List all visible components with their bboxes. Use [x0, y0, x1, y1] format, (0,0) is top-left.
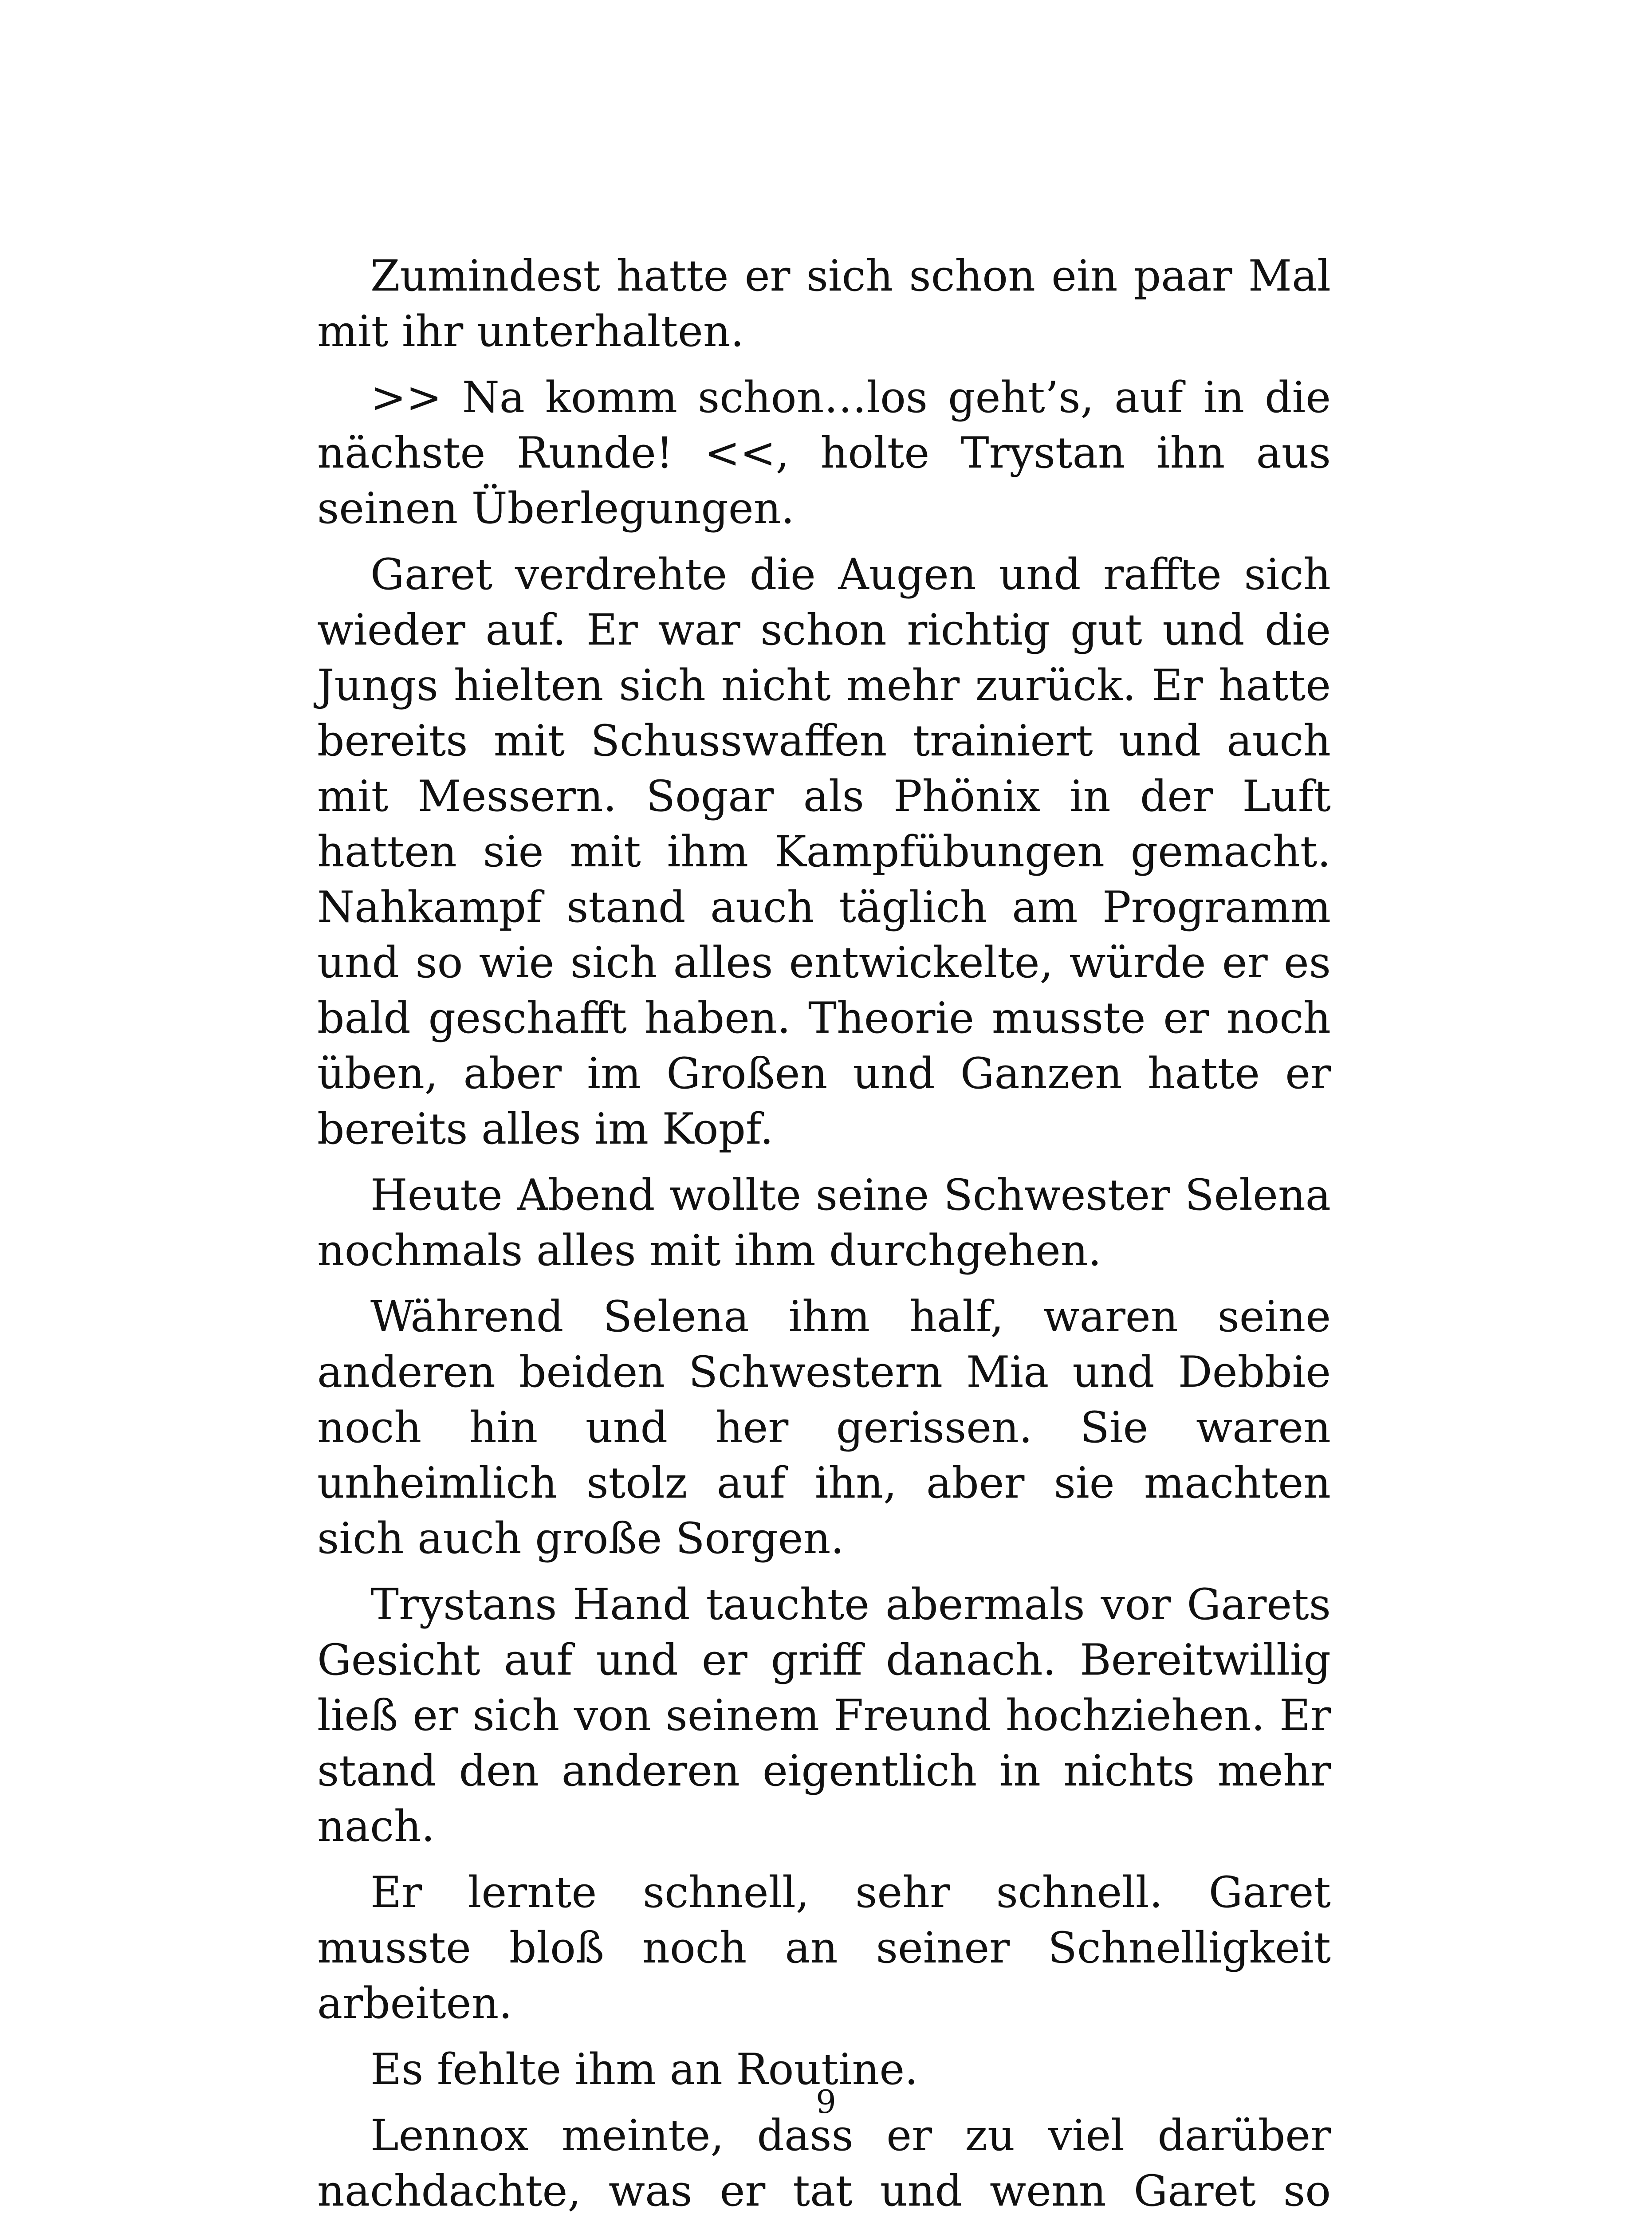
paragraph: Zumindest hatte er sich schon ein paar Mal mit ihr unterhalten. [317, 251, 1331, 356]
paragraph: Heute Abend wollte seine Schwester Selena nochmals alles mit ihm durchgehen. [317, 1170, 1331, 1275]
body-text [317, 248, 1331, 2218]
page-number: 9 [816, 2083, 836, 2120]
paragraph: Trystans Hand tauchte abermals vor Garets Gesicht auf und er griff danach. Bereitwillig ließ er sich von seinem Freund hochziehen. Er stand den anderen eigentlich in nichts mehr nach. [317, 1580, 1331, 1851]
paragraph: Während Selena ihm half, waren seine anderen beiden Schwestern Mia und Debbie noch hin und her gerissen. Sie waren unheimlich stolz auf ihn, aber sie machten sich auch große Sorgen. [317, 1292, 1331, 1563]
paragraph: Er lernte schnell, sehr schnell. Garet musste bloß noch an seiner Schnelligkeit arbeiten. [317, 1868, 1331, 2028]
paragraph: Garet verdrehte die Augen und raffte sich wieder auf. Er war schon richtig gut und die Jungs hielten sich nicht mehr zurück. Er hatte bereits mit Schusswaffen trainiert und auch mit Messern. Sogar als Phönix in der Luft hatten sie mit ihm Kampfübungen gemacht. Nahkampf stand auch täglich am Programm und so wie sich alles entwickelte, würde er es bald geschafft haben. Theorie musste er noch üben, aber im Großen und Ganzen hatte er bereits alles im Kopf. [317, 550, 1331, 1154]
paragraph-last: Lennox meinte, dass er zu viel darüber nachdachte, was er tat und wenn Garet so [317, 2111, 1331, 2216]
paragraph: Es fehlte ihm an Routine. [370, 2045, 918, 2094]
paragraph: >> Na komm schon…los geht’s, auf in die nächste Runde! <<, holte Trystan ihn aus seinen Überlegungen. [317, 373, 1331, 533]
